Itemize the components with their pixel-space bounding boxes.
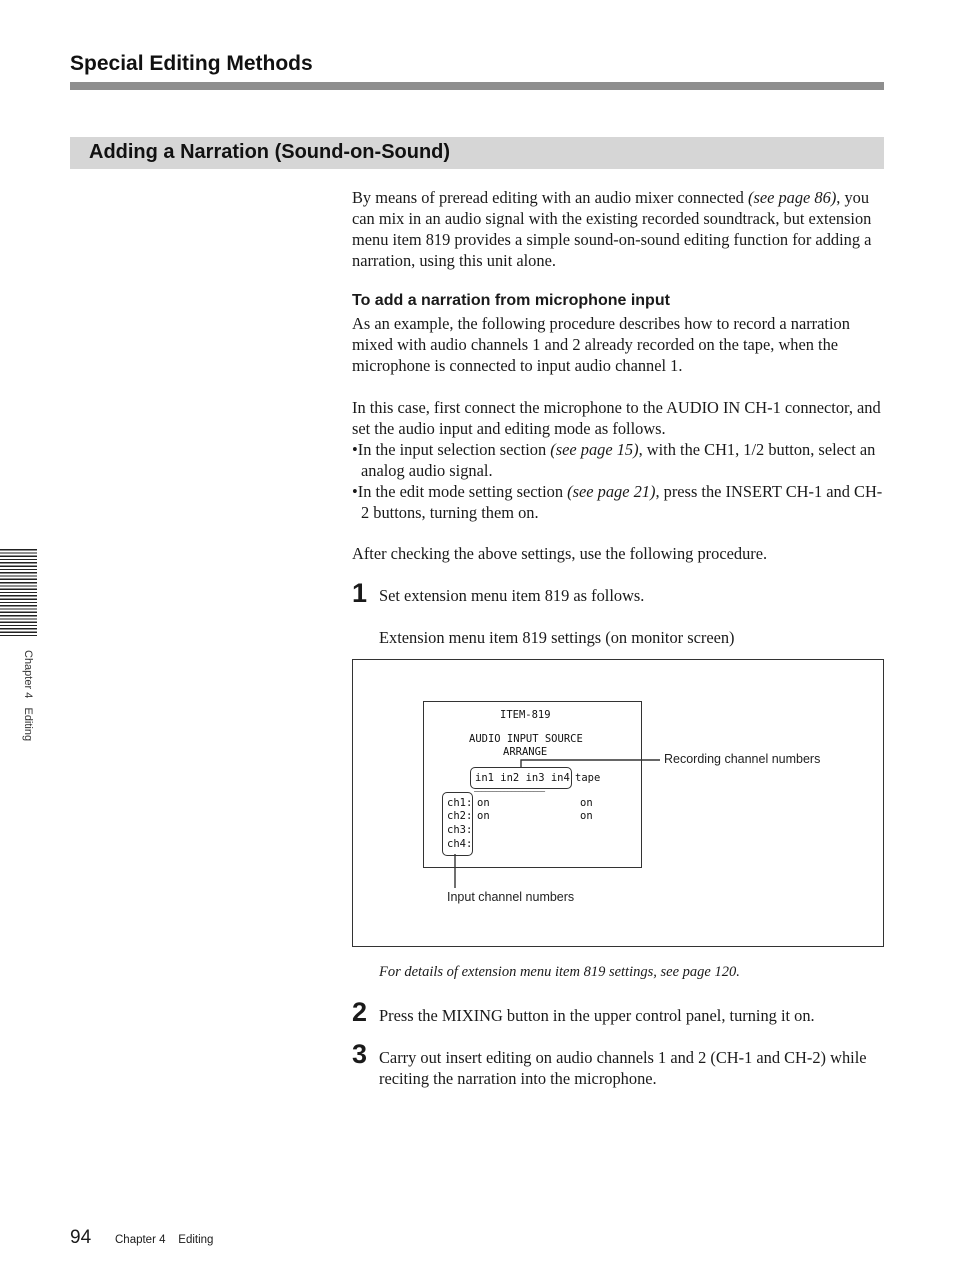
para-3: After checking the above settings, use the following procedure. — [352, 544, 768, 563]
screen-title: ITEM-819 — [500, 709, 551, 721]
recording-channels-callout: Recording channel numbers — [664, 752, 821, 766]
screen-row-value: on — [477, 810, 490, 822]
input-channels-callout: Input channel numbers — [447, 890, 575, 904]
footer-chapter: Chapter 4 Editing — [115, 1234, 214, 1246]
para-2: In this case, first connect the microphone to the AUDIO IN CH-1 connector, and set the audio input and editing mode as follows. — [352, 398, 881, 438]
para-1: As an example, the following procedure describes how to record a narration mixed with audio channels 1 and 2 already recorded on the tape, when the microphone is connected to input audio channel 1. — [352, 314, 850, 375]
screen-line-2: ARRANGE — [503, 746, 548, 758]
sub-heading: To add a narration from microphone input — [352, 292, 670, 309]
page-heading: Adding a Narration (Sound-on-Sound) — [89, 141, 451, 163]
screen-row-value: on — [580, 797, 593, 809]
screen-separator: ——————————————————— — [474, 787, 545, 795]
side-tab-label: Chapter 4 Editing — [22, 650, 34, 742]
screen-input-columns: in1 in2 in3 in4 — [475, 772, 570, 784]
intro-text-2: , you can mix in an audio signal with the existing recorded soundtrack, but extension menu item 819 provides a simple sound-on-sound editing function for adding a narration, using this unit alone. — [352, 188, 872, 270]
figure-caption: Extension menu item 819 settings (on monitor screen) — [379, 628, 735, 647]
screen-row-label: ch1: — [447, 797, 473, 809]
step-text: Set extension menu item 819 as follows. — [379, 586, 645, 605]
bullet-item: •In the input selection section (see page 15), with the CH1, 1/2 button, select an analog audio signal. — [352, 440, 876, 480]
screen-row-value: on — [477, 797, 490, 809]
screen-row-label: ch2: — [447, 810, 473, 822]
page-reference: (see page 21) — [567, 482, 656, 501]
details-note: For details of extension menu item 819 settings, see page 120. — [379, 964, 740, 980]
intro-text-1: By means of preread editing with an audio mixer connected — [352, 188, 748, 207]
screen-row-value: on — [580, 810, 593, 822]
step-number: 3 — [352, 1039, 368, 1069]
step-text: Press the MIXING button in the upper control panel, turning it on. — [379, 1006, 815, 1025]
page-reference: (see page 15) — [550, 440, 639, 459]
screen-row-label: ch4: — [447, 838, 473, 850]
screen-line-1: AUDIO INPUT SOURCE — [469, 733, 583, 745]
page-reference: (see page 86) — [747, 188, 837, 207]
screen-row-label: ch3: — [447, 824, 473, 836]
step-text: Carry out insert editing on audio channels 1 and 2 (CH-1 and CH-2) while reciting the narration into the microphone. — [379, 1048, 867, 1088]
page-number: 94 — [70, 1227, 92, 1248]
step-number: 1 — [352, 578, 368, 608]
screen-tape-column: tape — [575, 772, 601, 784]
recording-callout-line — [521, 760, 660, 767]
section-title: Special Editing Methods — [70, 52, 313, 75]
step-number: 2 — [352, 997, 368, 1027]
bullet-item: •In the edit mode setting section (see page 21), press the INSERT CH-1 and CH-2 buttons, turning them on. — [352, 482, 883, 522]
side-tab-pattern — [0, 549, 37, 637]
